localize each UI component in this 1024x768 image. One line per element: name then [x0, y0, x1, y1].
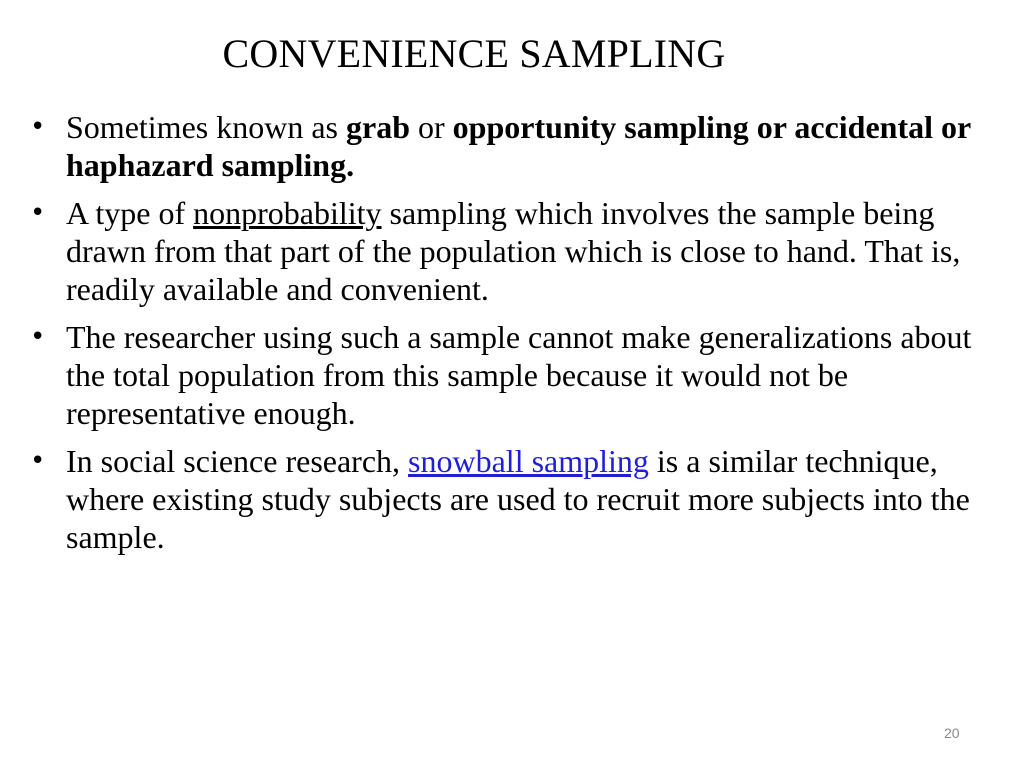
bullet-marker: • — [30, 198, 46, 228]
slide-title: CONVENIENCE SAMPLING — [222, 31, 726, 76]
bullet-text: A type of — [66, 195, 194, 231]
bullet-marker: • — [30, 112, 46, 142]
page-number: 20 — [944, 725, 960, 741]
bullet-item — [30, 194, 990, 308]
bullet-text: Sometimes known as — [66, 109, 346, 145]
bullet-marker: • — [30, 446, 46, 476]
bullet-text: The researcher using such a sample cannot make generalizations about the total population from this sample because it would not be representative enough. — [66, 319, 972, 431]
bullet-marker: • — [30, 322, 46, 352]
bold-term-opportunity-sampling: opportunity sampling or accidental or haphazard sampling. — [66, 109, 971, 183]
bold-term-grab: grab — [345, 109, 410, 145]
underlined-term-nonprobability: nonprobability — [193, 195, 382, 231]
bullet-list — [30, 108, 990, 566]
bullet-item — [30, 318, 990, 432]
bullet-item — [30, 108, 990, 184]
bullet-text: is a similar technique, where existing study subjects are used to recruit more subjects into the sample. — [66, 443, 970, 555]
bullet-item — [30, 442, 990, 556]
snowball-sampling-link[interactable]: snowball sampling — [408, 443, 649, 479]
bullet-text: In social science research, — [66, 443, 409, 479]
bullet-text: sampling which involves the sample being drawn from that part of the population which is close to hand. That is, readily available and convenient. — [66, 195, 961, 307]
bullet-text: or — [409, 109, 453, 145]
